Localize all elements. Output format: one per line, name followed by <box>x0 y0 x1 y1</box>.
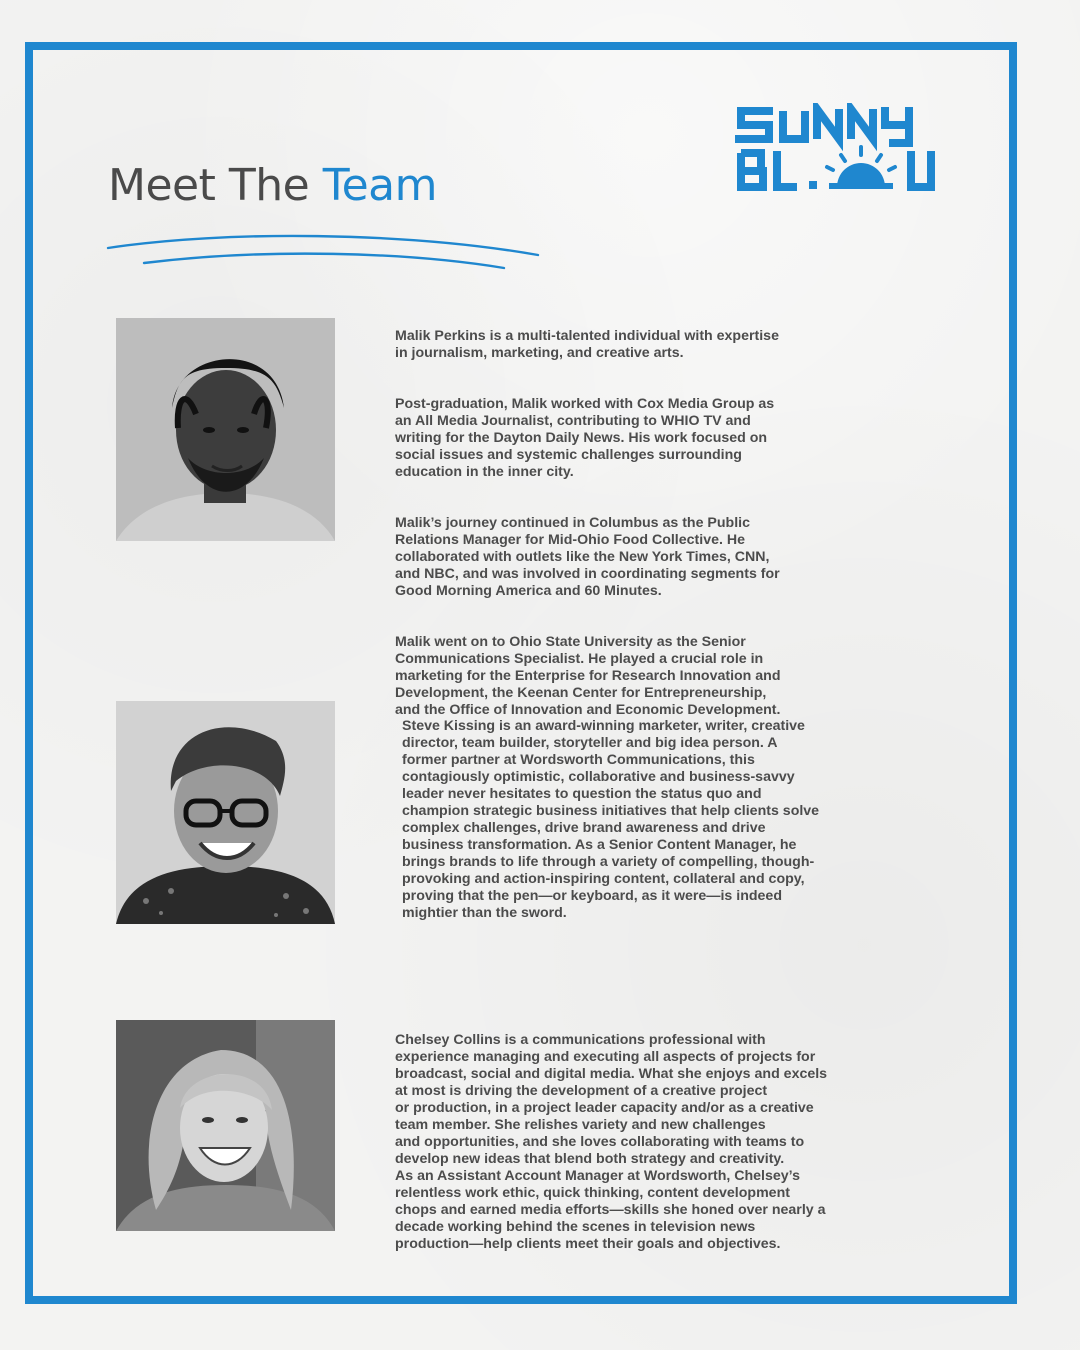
portrait-woman-smiling-icon <box>116 1020 335 1231</box>
title-accent: Team <box>322 160 437 211</box>
title-main: Meet The <box>108 160 310 211</box>
portrait-man-locs-icon <box>116 318 335 541</box>
bio-paragraph: Steve Kissing is an award-winning marketer, writer, creative director, team builder, storyteller and big idea person. A former partner at Wordsworth Communications, this contagiously optimistic, collaborative and business-savvy leader never hesitates to question the status quo and champion strategic business initiatives that help clients solve complex challenges, drive brand awareness and drive business transformation. As a Senior Content Manager, he brings brands to life through a variety of compelling, though- provoking and action-inspiring content, collateral and copy, proving that the pen—or keyboard, as it were—is indeed mightier than the sword. <box>402 718 820 921</box>
bio-paragraph: Malik went on to Ohio State University as the Senior Communications Specialist. He played a crucial role in marketing for the Enterprise for Research Innovation and Development, the Keenan Center for Entrepreneurship, and the Office of Innovation and Economic Development. <box>395 634 781 718</box>
bio-paragraph: Chelsey Collins is a communications professional with experience managing and executing all aspects of projects for broadcast, social and digital media. What she enjoys and excels at most is driving the development of a creative project or production, in a project leader capacity and/or as a creative team member. She relishes variety and new challenges and opportunities, and she loves collaborating with teams to develop new ideas that blend both strategy and creativity. As an Assistant Account Manager at Wordsworth, Chelsey’s relentless work ethic, quick thinking, content development chops and earned media efforts—skills she honed over nearly a decade working behind the scenes in television news production—help clients meet their goals and objectives. <box>395 1032 828 1252</box>
bio-paragraph: Malik’s journey continued in Columbus as the Public Relations Manager for Mid-Ohio Food Collective. He collaborated with outlets like the New York Times, CNN, and NBC, and was involved in coordinating segments for Good Morning America and 60 Minutes. <box>395 515 780 599</box>
bio-chelsey-collins <box>395 1015 855 1270</box>
bio-malik-perkins <box>395 311 815 736</box>
bio-steve-kissing <box>402 701 842 939</box>
bio-paragraph: Post-graduation, Malik worked with Cox Media Group as an All Media Journalist, contributing to WHIO TV and writing for the Dayton Daily News. His work focused on social issues and systemic challenges surrounding education in the inner city. <box>395 396 775 480</box>
bio-paragraph: Malik Perkins is a multi-talented individual with expertise in journalism, marketing, and creative arts. <box>395 328 779 361</box>
sunny-blue-logo <box>733 103 938 193</box>
page-title <box>108 160 437 211</box>
portrait-man-glasses-icon <box>116 701 335 924</box>
title-underline-swoosh-icon <box>106 230 546 272</box>
